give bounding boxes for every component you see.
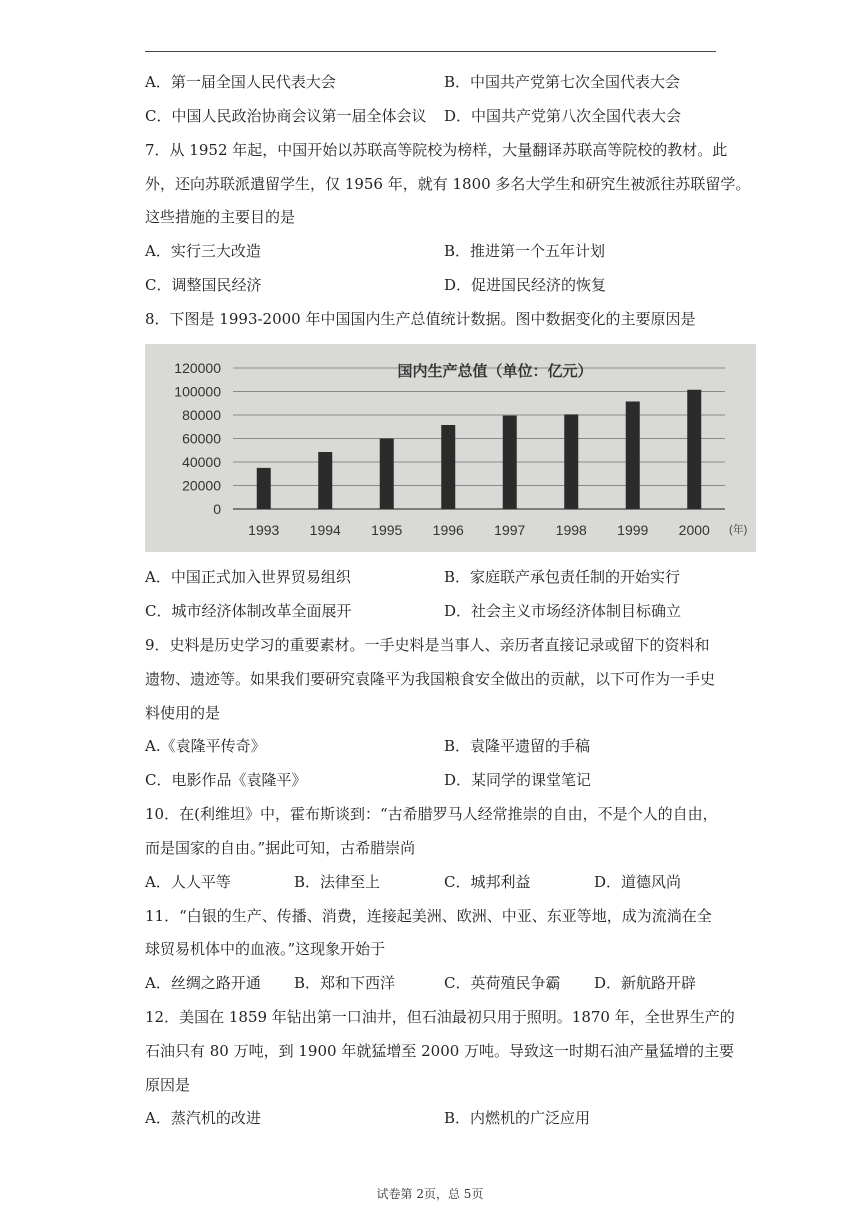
q6-option-d: D．中国共产党第八次全国代表大会 xyxy=(444,107,682,125)
y-tick-label: 120000 xyxy=(174,360,221,376)
q10-option-b: B．法律至上 xyxy=(294,873,381,891)
q7-option-b: B．推进第一个五年计划 xyxy=(444,242,606,260)
q7-option-a: A．实行三大改造 xyxy=(145,242,261,260)
x-tick-label: 1994 xyxy=(309,522,341,538)
q7-option-d: D．促进国民经济的恢复 xyxy=(444,276,607,294)
q11-stem-line-1: 11．“白银的生产、传播、消费，连接起美洲、欧洲、中亚、东亚等地，成为流淌在全 xyxy=(145,907,712,925)
q7-stem-line-1: 7．从 1952 年起，中国开始以苏联高等院校为榜样，大量翻译苏联高等院校的教材。此 xyxy=(145,141,728,159)
q10-option-d: D．道德风尚 xyxy=(594,873,682,891)
q6-option-b: B．中国共产党第七次全国代表大会 xyxy=(444,73,681,91)
q12-option-a: A．蒸汽机的改进 xyxy=(145,1109,261,1127)
x-tick-label: 2000 xyxy=(678,522,710,538)
y-tick-label: 100000 xyxy=(174,383,221,400)
x-tick-label: 1995 xyxy=(371,522,403,538)
bar-1997 xyxy=(503,416,517,509)
x-tick-label: 1996 xyxy=(432,522,464,538)
q12-option-b: B．内燃机的广泛应用 xyxy=(444,1109,591,1127)
x-tick-label: 1993 xyxy=(248,522,280,538)
page-footer: 试卷第 2页，总 5页 xyxy=(376,1187,484,1201)
q8-option-c: C．城市经济体制改革全面展开 xyxy=(145,602,352,620)
q8-option-d: D．社会主义市场经济体制目标确立 xyxy=(444,602,682,620)
bar-2000 xyxy=(687,390,701,509)
q9-stem-line-3: 料使用的是 xyxy=(145,704,221,722)
x-tick-label: 1999 xyxy=(617,522,649,538)
q7-option-c: C．调整国民经济 xyxy=(145,276,262,294)
bar-1994 xyxy=(318,452,332,509)
q6-option-c: C．中国人民政治协商会议第一届全体会议 xyxy=(145,107,427,125)
x-tick-label: 1998 xyxy=(555,522,587,538)
y-tick-label: 80000 xyxy=(182,407,221,423)
q8-option-a: A．中国正式加入世界贸易组织 xyxy=(145,568,351,586)
q9-option-b: B．袁隆平遗留的手稿 xyxy=(444,737,591,755)
q6-option-a: A．第一届全国人民代表大会 xyxy=(145,73,336,91)
q7-stem-line-3: 这些措施的主要目的是 xyxy=(145,208,296,226)
q9-stem-line-2: 遗物、遗迹等。如果我们要研究袁隆平为我国粮食安全做出的贡献，以下可作为一手史 xyxy=(145,670,716,688)
q9-option-d: D．某同学的课堂笔记 xyxy=(444,771,592,789)
q9-option-c: C．电影作品《袁隆平》 xyxy=(145,771,307,789)
y-tick-label: 60000 xyxy=(182,430,221,447)
q11-option-d: D．新航路开辟 xyxy=(594,974,697,992)
q10-option-a: A．人人平等 xyxy=(145,873,231,891)
q12-stem-line-3: 原因是 xyxy=(145,1076,191,1094)
y-tick-label: 40000 xyxy=(182,454,221,470)
y-tick-label: 0 xyxy=(213,501,221,517)
q11-stem-line-2: 球贸易机体中的血液。”这现象开始于 xyxy=(145,940,386,958)
x-tick-label: 1997 xyxy=(494,522,526,538)
bar-1995 xyxy=(380,439,394,510)
gdp-bar-chart xyxy=(145,344,756,552)
q9-option-a: A.《袁隆平传奇》 xyxy=(145,737,266,755)
q12-stem-line-2: 石油只有 80 万吨，到 1900 年就猛增至 2000 万吨。导致这一时期石油产量猛增的主要 xyxy=(145,1042,735,1060)
chart-title: 国内生产总值（单位：亿元） xyxy=(397,362,593,380)
q8-stem: 8．下图是 1993-2000 年中国国内生产总值统计数据。图中数据变化的主要原因是 xyxy=(145,310,696,328)
q12-stem-line-1: 12．美国在 1859 年钻出第一口油井，但石油最初只用于照明。1870 年，全世界生产的 xyxy=(145,1008,735,1026)
bar-1996 xyxy=(441,425,455,509)
gdp-chart-svg xyxy=(145,344,756,552)
q9-stem-line-1: 9．史料是历史学习的重要素材。一手史料是当事人、亲历者直接记录或留下的资料和 xyxy=(145,636,710,654)
q7-stem-line-2: 外，还向苏联派遣留学生，仅 1956 年，就有 1800 多名大学生和研究生被派往苏联留学。 xyxy=(145,175,751,193)
q10-stem-line-2: 而是国家的自由。”据此可知，古希腊崇尚 xyxy=(145,839,416,857)
q11-option-c: C．英荷殖民争霸 xyxy=(444,974,561,992)
bar-1999 xyxy=(626,401,640,509)
q11-option-b: B．郑和下西洋 xyxy=(294,974,396,992)
q11-option-a: A．丝绸之路开通 xyxy=(145,974,261,992)
x-unit-label: (年) xyxy=(729,524,748,536)
bar-1998 xyxy=(564,414,578,509)
header-rule xyxy=(145,51,716,52)
q8-option-b: B．家庭联产承包责任制的开始实行 xyxy=(444,568,681,586)
bar-1993 xyxy=(257,468,271,509)
y-tick-label: 20000 xyxy=(182,477,221,494)
q10-stem-line-1: 10．在(利维坦》中，霍布斯谈到：“古希腊罗马人经常推崇的自由，不是个人的自由， xyxy=(145,805,718,823)
q10-option-c: C．城邦利益 xyxy=(444,873,531,891)
